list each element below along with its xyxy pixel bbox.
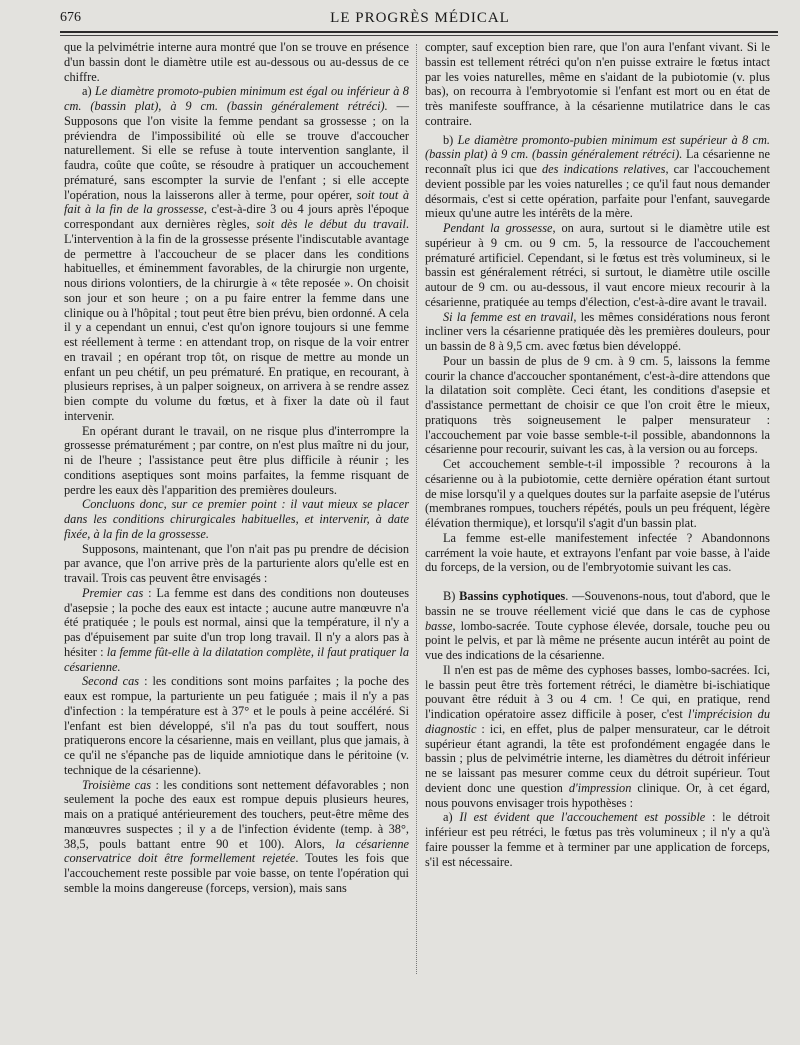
page-number: 676 — [60, 10, 81, 25]
text-run: soit dès le début du travail — [256, 217, 406, 231]
text-run: B) — [443, 589, 460, 603]
paragraph — [425, 310, 770, 354]
text-run: Il n'en est pas de même des cyphoses basses, lombo-sacrées. Ici, le bassin peut être très fortement rétréci, le diamètre bi-ischiatique pouvant être réduit à 3 ou 4 cm. ! Ce qui, en pratique, rend l'indication opératoire assez difficile à poser, c'est — [425, 662, 770, 721]
paragraph — [64, 542, 409, 586]
text-run: : les conditions sont moins parfaites ; la poche des eaux est rompue, la parturiente un peu fatiguée ; mais il n'y a pas d'infection : la température est à 37° et le pouls à peine accéléré. Si l'enfant est bien développé, s'il n'a pas du tout souffert, nous pratiquerons encore la césarienne, mais en veillant, plus que jamais, à ce qu'il ne s'épanche pas de liquide amniotique dans le péritoine (v. technique de la césarienne). — [64, 674, 410, 777]
text-run: : le détroit inférieur est peu rétréci, le fœtus pas très volumineux ; il n'y a qu'à faire pousser la femme et à terminer par une application de forceps, s'il est nécessaire. — [425, 810, 770, 869]
text-run: a) — [82, 84, 95, 99]
text-run: , lombo-sacrée. Toute cyphose élevée, dorsale, touche peu ou point le pelvis, et par là même ne présente aucun intérêt au point de vue des indications de la césarienne. — [425, 618, 770, 662]
text-run: Le diamètre promoto-pubien minimum est égal ou inférieur à 8 cm. (bassin plat), à 9 cm. (bassin généralement rétréci). — [64, 84, 409, 113]
paragraph — [425, 589, 770, 663]
text-run: des indications relatives — [541, 162, 666, 176]
text-run: , car l'accouchement devient possible par les voies naturelles ; ce qu'il faut nous demander désormais, c'est si cette opération, parfaite pour l'enfant, sauvegarde mieux qu'une autre les intérêts de la mère. — [425, 162, 770, 221]
paragraph — [64, 497, 409, 541]
text-run: Supposons, maintenant, que l'on n'ait pas pu prendre de décision par avance, que l'on arrive près de la parturiente alors qu'elle est en travail. Trois cas peuvent être envisagés : — [64, 541, 409, 585]
paragraph — [425, 663, 770, 811]
text-run: : les conditions sont nettement défavorables ; non seulement la poche des eaux est rompue depuis plusieurs heures, mais on a pratiqué antérieurement des touchers, peut-être même des manœuvres suspectes ; il y a de l'infection évidente (temp. à 38°, 38,5, pouls battant entre 90 et 100). Alors, — [64, 777, 409, 851]
text-run: l'imprécision du diagnostic — [425, 707, 770, 736]
text-run: Si la femme est en travail — [443, 309, 574, 324]
journal-title: LE PROGRÈS MÉDICAL — [330, 10, 510, 26]
paragraph — [425, 40, 770, 129]
text-run: : La femme est dans des conditions non douteuses d'asepsie ; la poche des eaux est intacte ; aucune autre manœuvre n'a été pratiquée ; le pouls est normal, ainsi que la température, il n'y a pas d'épuisement par suite d'un trop long travail. Il n'y a alors pas à hésiter : — [64, 585, 410, 659]
text-run: compter, sauf exception bien rare, que l'on aura l'enfant vivant. Si le bassin est tellement rétréci qu'on n'en puisse extraire le fœtus intact par les voies naturelles, même en s'aidant de la pubiotomie (v. plus bas), on recourra à l'embryotomie si l'enfant est mort ou en état de très manifeste souffrance, à la césarienne mutilatrice dans le cas contraire. — [425, 40, 770, 128]
column-divider — [416, 44, 417, 974]
right-column — [425, 40, 770, 869]
text-run: Cet accouchement semble-t-il impossible ? recourons à la césarienne ou à la pubiotomie, cette dernière opération étant surtout de mise lorsqu'il y a quelques doutes sur la parfaite asepsie de l'utérus (membranes rompues, touchers répétés, pouls un peu fréquent, légère élévation thermique), et lorsqu'il s'agit d'un bassin plat. — [425, 457, 770, 530]
header-rule — [60, 31, 778, 33]
text-run: que la pelvimétrie interne aura montré que l'on se trouve en présence d'un bassin dont le diamètre utile est au-dessous ou au-dessus de ce chiffre. — [64, 40, 409, 84]
paragraph — [64, 674, 409, 777]
text-run: Pour un bassin de plus de 9 cm. à 9 cm. 5, laissons la femme courir la chance d'accoucher spontanément, c'est-à-dire attendons que la dilatation soit complète. Ceci étant, les conditions d'asepsie et d'assistance permettant de choisir ce que l'on croit être le mieux, pratiquons très soigneusement le palper mensurateur : l'accouchement par voie basse semble-t-il possible, abandonnons la césarienne pour recourir, suivant les cas, à la version ou au forceps. — [425, 353, 770, 457]
paragraph — [425, 221, 770, 310]
text-run: Troisième cas — [82, 777, 152, 792]
text-run: la femme fût-elle à la dilatation complète, il faut pratiquer la césarienne. — [64, 644, 409, 674]
text-run: a) — [443, 810, 460, 825]
text-run: Le diamètre promonto-pubien minimum est supérieur à 8 cm. (bassin plat) à 9 cm. (bassin généralement rétréci). — [425, 132, 770, 162]
text-run: , on aura, surtout si le diamètre utile est supérieur à 9 cm. ou 9 cm. 5, la ressource de l'accouchement prématuré artificiel. Cependant, si le fœtus est très volumineux, si le bassin est généralement rétréci, si surtout, le diamètre utile oscille autour de 9 cm. ou au-dessous, il vaut encore mieux recourir à la césarienne, pratiquée au temps d'élection, c'est-à-dire avant le travail. — [425, 221, 770, 309]
paragraph — [64, 84, 409, 423]
paragraph — [425, 133, 770, 222]
text-run: — Supposons que l'on visite la femme pendant sa grossesse ; on la préviendra de l'impossibilité où elle se trouve d'accoucher naturellement. Si elle se refuse à toute intervention sanglante, il faudra, coûte que coûte, se résoudre à pratiquer un accouchement prématuré, sans escompter la survie de l'enfant ; si elle accepte l'opération, nous la laisserons aller à terme, pour opérer, — [64, 99, 409, 202]
text-run: b) — [443, 132, 458, 147]
paragraph — [64, 40, 409, 84]
text-run: clinique. Or, à cet égard, nous pouvons envisager trois hypothèses : — [425, 780, 770, 810]
text-run: , c'est-à-dire 3 ou 4 jours après l'époque correspondant aux dernières règles, — [64, 202, 409, 231]
text-run: La femme est-elle manifestement infectée ? Abandonnons carrément la voie haute, et extrayons l'enfant par voie basse, à l'aide du forceps, de la version, ou de l'embryotomie suivant les cas. — [425, 530, 770, 575]
text-run: Pendant la grossesse — [443, 221, 553, 235]
text-run: Concluons donc, sur ce premier point : il vaut mieux se placer dans les conditions chirurgicales habituelles, et intervenir, à date fixée, à la fin de la grossesse. — [64, 497, 409, 541]
paragraph — [425, 354, 770, 457]
page-header — [60, 10, 780, 32]
text-run: , les mêmes considérations nous feront incliner vers la césarienne pratiquée dès les premières douleurs, pour un bassin de 8 à 9,5 cm. avec fœtus bien développé. — [425, 309, 770, 353]
text-run: En opérant durant le travail, on ne risque plus d'interrompre la grossesse prématurément ; par contre, on n'est plus maître ni du jour, ni de l'heure ; l'assistance peut être plus difficile à réunir ; les conditions aseptiques sont moins parfaites, la femme risquant de perdre les eaux dès l'apparition des premières douleurs. — [64, 423, 409, 497]
text-run: : ici, en effet, plus de palper mensurateur, car le détroit supérieur étant agrandi, la tête est profondément engagée dans le bassin ; plus de pelvimétrie interne, les diamètres du détroit inférieur ne se laissant pas mesurer comme ceux du détroit supérieur. Tout devient donc une question — [425, 721, 770, 795]
paragraph — [425, 810, 770, 869]
text-run: . Toutes les fois que l'accouchement reste possible par voie basse, on tente l'opération qui semble la moins dangereuse (forceps, version), mais sans — [64, 851, 409, 895]
text-run: Second cas — [82, 674, 140, 689]
text-run: . —Souvenons-nous, tout d'abord, que le bassin ne se trouve réellement vicié que dans le cas de cyphose — [425, 589, 770, 618]
text-run: soit tout à fait à la fin de la grossesse — [64, 187, 409, 217]
header-rule-thin — [60, 35, 778, 36]
paragraph — [64, 586, 409, 675]
text-run: d'impression — [568, 780, 632, 795]
text-run: La césarienne ne reconnaît plus ici que — [425, 147, 770, 176]
text-run: basse — [425, 618, 453, 633]
paragraph — [64, 778, 409, 896]
paragraph — [64, 424, 409, 498]
text-run: . L'intervention à la fin de la grossesse présente l'indiscutable avantage de permettre à l'accoucheur de se placer dans les conditions habituelles, et éminemment favorables, de la chirurgie non urgente, nous dirions volontiers, de la chirurgie à « tête reposée ». On choisit son jour et son heure ; on a pu faire entrer la femme dans une clinique ou à l'hôpital ; tout peut être bien prévu, bien ordonné. A cela il y a cependant un ennui, c'est qu'on ignore toujours si une femme est réellement à terme : en attendant trop, on risque de la voir entrer en travail ; en opérant trop tôt, on risque de mettre au monde un enfant un peu chétif, un peu prématuré. En pratique, en recourant, à plusieurs reprises, à un palper soigneux, on arrivera à se rendre assez bien compte du volume du fœtus, et à fixer la date où il faut intervenir. — [64, 217, 409, 423]
text-run: la césarienne conservatrice doit être formellement rejetée — [64, 836, 410, 866]
paragraph — [425, 457, 770, 531]
text-run: Bassins cyphotiques — [459, 589, 566, 603]
left-column — [64, 40, 409, 896]
text-run: Premier cas — [82, 585, 144, 600]
paragraph — [425, 531, 770, 575]
text-run: Il est évident que l'accouchement est possible — [459, 810, 706, 825]
